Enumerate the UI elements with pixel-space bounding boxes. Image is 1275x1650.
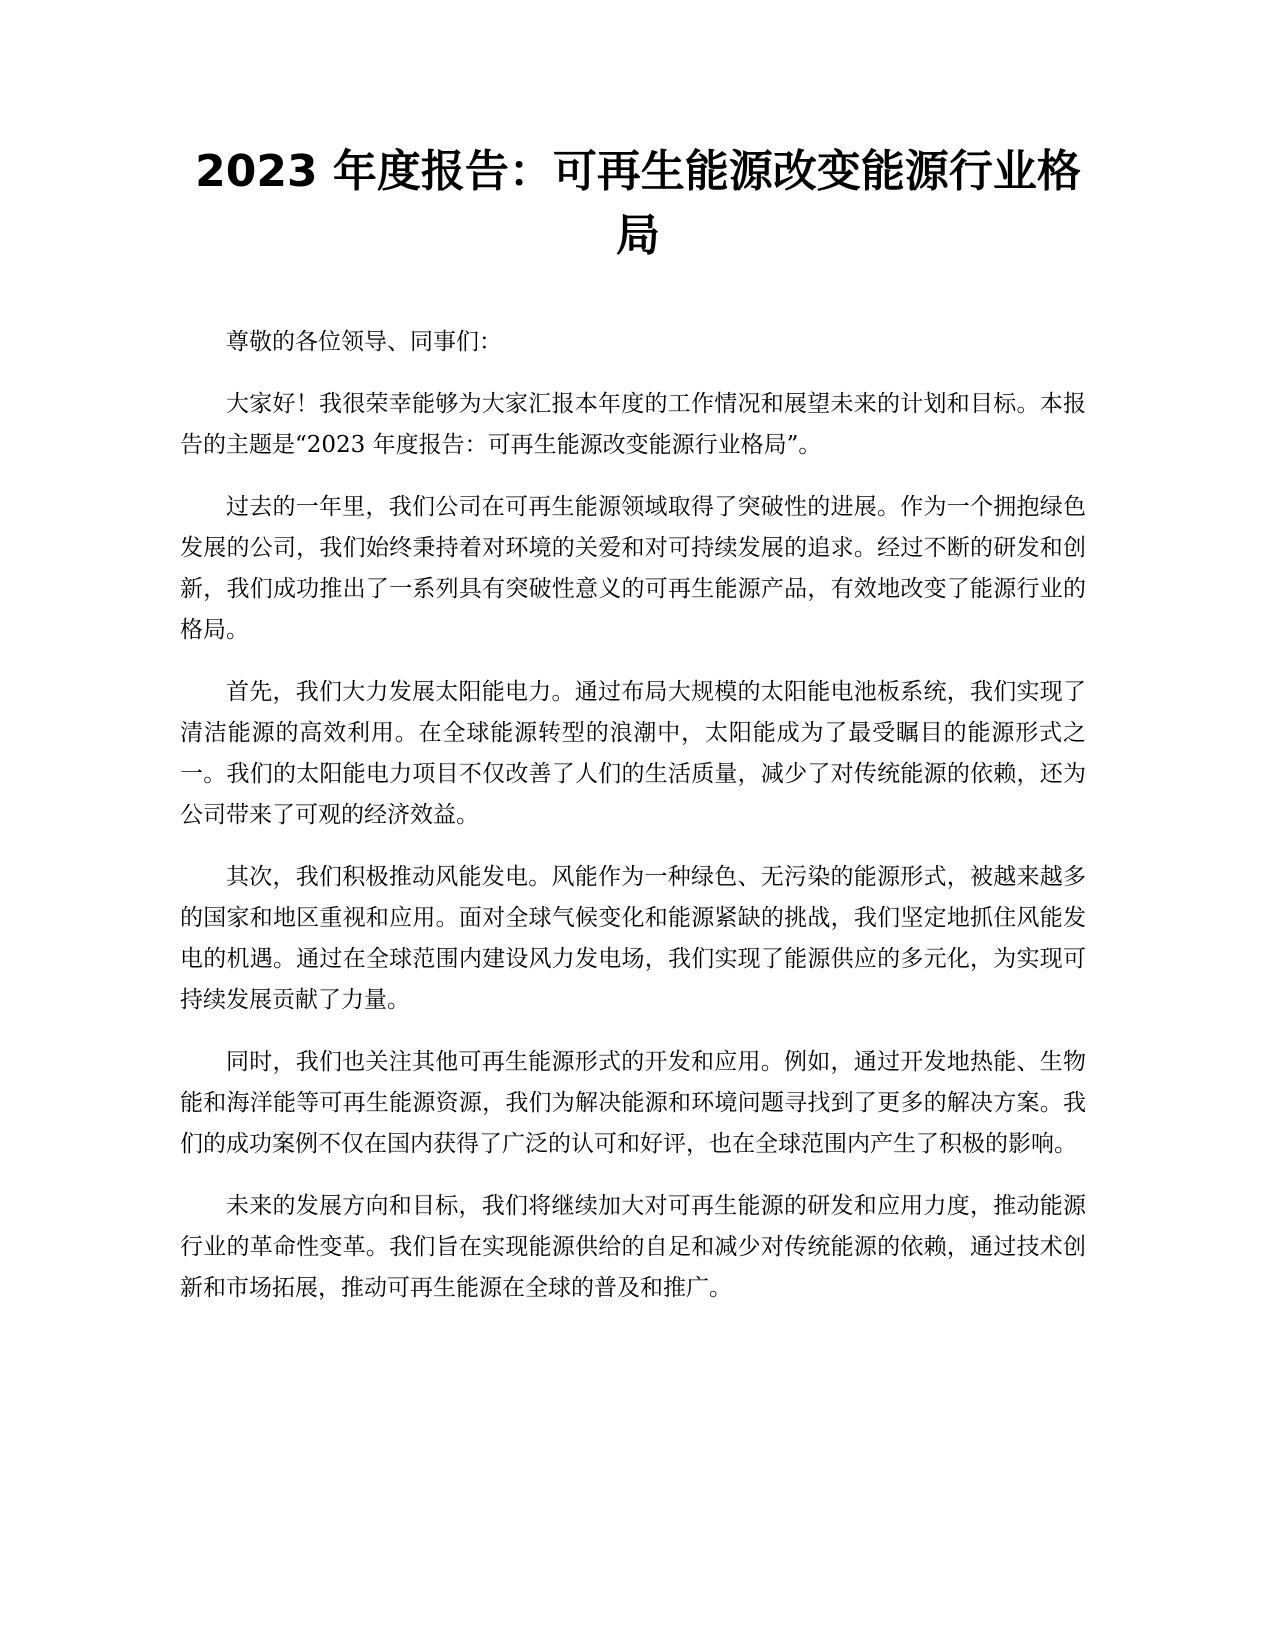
solar-paragraph: 首先，我们大力发展太阳能电力。通过布局大规模的太阳能电池板系统，我们实现了清洁能源的高效利用。在全球能源转型的浪潮中，太阳能成为了最受瞩目的能源形式之一。我们的太阳能电力项目不仅改善了人们的生活质量，减少了对传统能源的依赖，还为公司带来了可观的经济效益。 xyxy=(180,679,1086,828)
document-body xyxy=(180,322,1086,1330)
other-renewables-paragraph: 同时，我们也关注其他可再生能源形式的开发和应用。例如，通过开发地热能、生物能和海洋能等可再生能源资源，我们为解决能源和环境问题寻找到了更多的解决方案。我们的成功案例不仅在国内获得了广泛的认可和好评，也在全球范围内产生了积极的影响。 xyxy=(180,1049,1086,1157)
wind-paragraph: 其次，我们积极推动风能发电。风能作为一种绿色、无污染的能源形式，被越来越多的国家和地区重视和应用。面对全球气候变化和能源紧缺的挑战，我们坚定地抓住风能发电的机遇。通过在全球范围内建设风力发电场，我们实现了能源供应的多元化，为实现可持续发展贡献了力量。 xyxy=(180,864,1086,1013)
future-paragraph: 未来的发展方向和目标，我们将继续加大对可再生能源的研发和应用力度，推动能源行业的革命性变革。我们旨在实现能源供给的自足和减少对传统能源的依赖，通过技术创新和市场拓展，推动可再生能源在全球的普及和推广。 xyxy=(180,1193,1086,1301)
intro-paragraph: 大家好！我很荣幸能够为大家汇报本年度的工作情况和展望未来的计划和目标。本报告的主题是“2023 年度报告：可再生能源改变能源行业格局”。 xyxy=(180,391,1086,458)
past-year-paragraph: 过去的一年里，我们公司在可再生能源领域取得了突破性的进展。作为一个拥抱绿色发展的公司，我们始终秉持着对环境的关爱和对可持续发展的追求。经过不断的研发和创新，我们成功推出了一系列具有突破性意义的可再生能源产品，有效地改变了能源行业的格局。 xyxy=(180,494,1086,643)
salutation-paragraph: 尊敬的各位领导、同事们： xyxy=(226,329,502,355)
document-title: 2023 年度报告：可再生能源改变能源行业格局 xyxy=(195,146,1081,261)
